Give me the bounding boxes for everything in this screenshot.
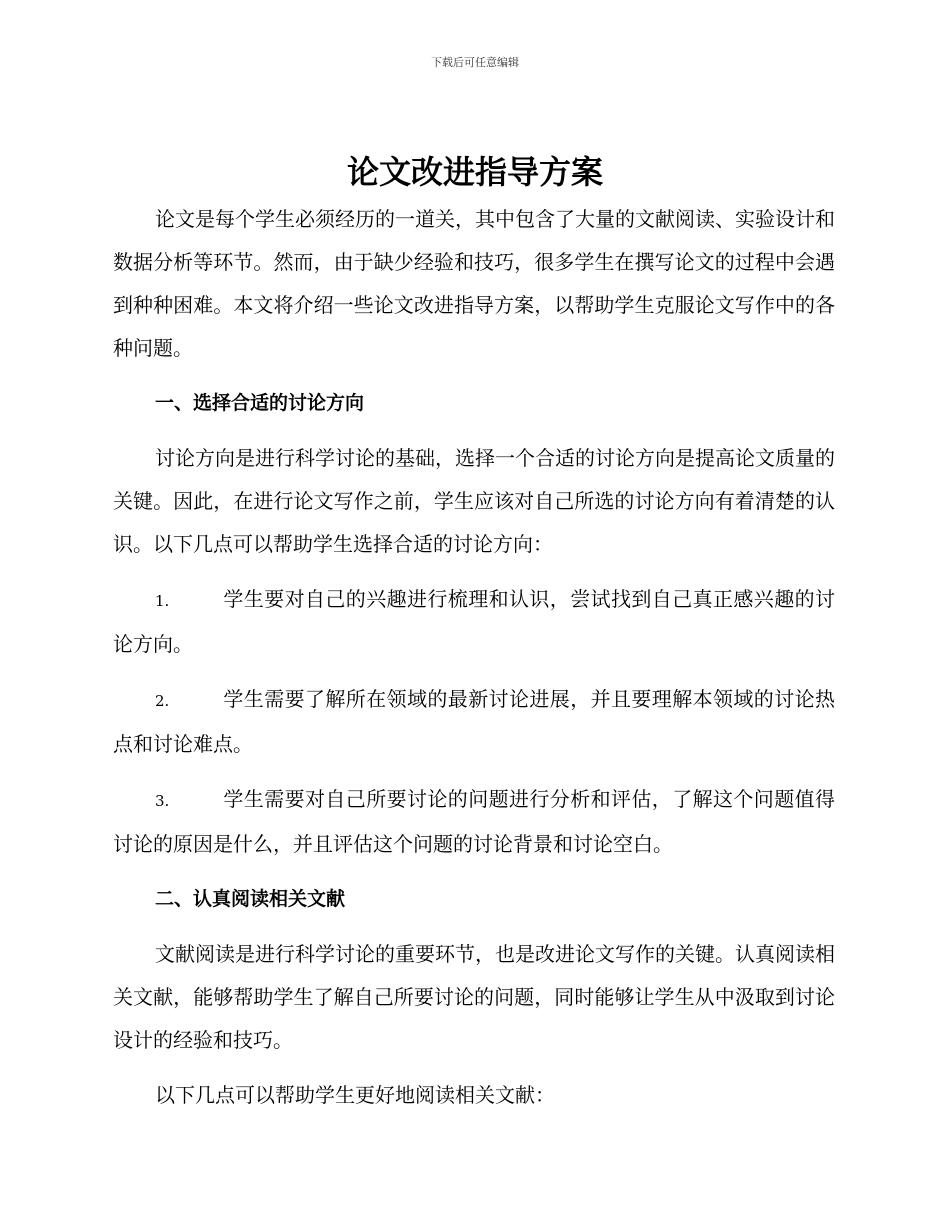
list-number: 3. (155, 792, 170, 810)
page-header-note: 下载后可任意编辑 (431, 56, 519, 69)
list-item-text: 学生要对自己的兴趣进行梳理和认识，尝试找到自己真正感兴趣的讨论方向。 (113, 587, 835, 656)
list-item (113, 578, 835, 666)
section-heading-1: 一、选择合适的讨论方向 (155, 392, 365, 414)
list-number: 2. (155, 692, 170, 710)
list-item-text: 学生需要对自己所要讨论的问题进行分析和评估，了解这个问题值得讨论的原因是什么，并且评估这个问题的讨论背景和讨论空白。 (113, 787, 835, 856)
document-body (113, 198, 835, 1129)
list-item-text: 学生需要了解所在领域的最新讨论进展，并且要理解本领域的讨论热点和讨论难点。 (113, 687, 835, 756)
section-heading-2: 二、认真阅读相关文献 (155, 888, 346, 910)
list-item (113, 778, 835, 866)
section-2-paragraph-lead: 以下几点可以帮助学生更好地阅读相关文献： (155, 1083, 555, 1107)
section-2-paragraph: 文献阅读是进行科学讨论的重要环节，也是改进论文写作的关键。认真阅读相关文献，能够帮助学生了解自己所要讨论的问题，同时能够让学生从中汲取到讨论设计的经验和技巧。 (113, 942, 835, 1052)
section-1-paragraph: 讨论方向是进行科学讨论的基础，选择一个合适的讨论方向是提高论文质量的关键。因此，在进行论文写作之前，学生应该对自己所选的讨论方向有着清楚的认识。以下几点可以帮助学生选择合适的讨论方向： (113, 446, 835, 556)
list-item (113, 678, 835, 766)
list-number: 1. (155, 592, 170, 610)
intro-paragraph: 论文是每个学生必须经历的一道关，其中包含了大量的文献阅读、实验设计和数据分析等环节。然而，由于缺少经验和技巧，很多学生在撰写论文的过程中会遇到种种困难。本文将介绍一些论文改进指导方案，以帮助学生克服论文写作中的各种问题。 (113, 207, 835, 360)
document-title: 论文改进指导方案 (346, 153, 603, 191)
